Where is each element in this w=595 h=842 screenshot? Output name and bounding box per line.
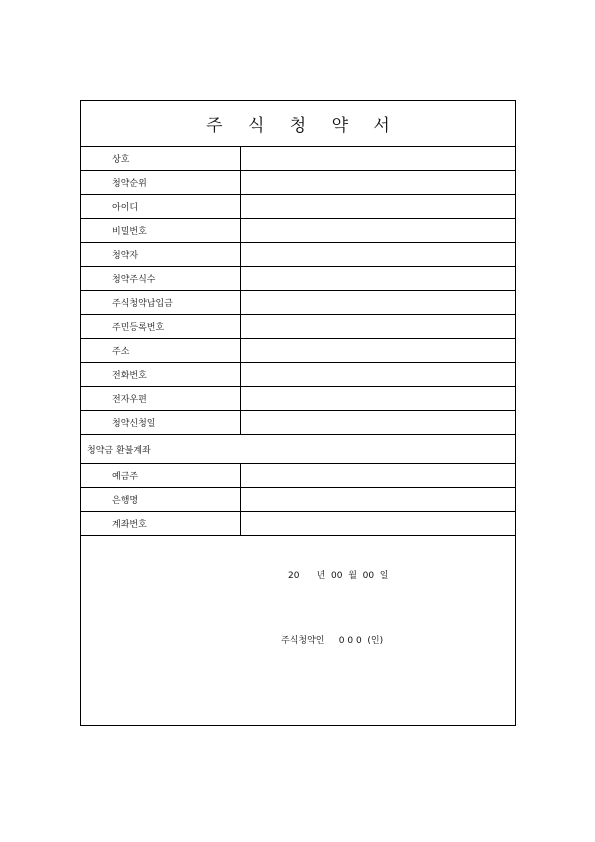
row-value-field[interactable] — [241, 267, 515, 290]
row-value-field[interactable] — [241, 512, 515, 535]
row-value-field[interactable] — [241, 363, 515, 386]
form-row-phone — [81, 363, 515, 387]
row-value-field[interactable] — [241, 291, 515, 314]
date-line: 20 년 00 월 00 일 — [288, 571, 389, 581]
signature-line: 주식청약인 0 0 0 (인) — [281, 636, 384, 646]
row-label: 주민등록번호 — [81, 315, 241, 338]
row-label: 비밀번호 — [81, 219, 241, 242]
row-label: 청약신청일 — [81, 411, 241, 434]
form-row-rank — [81, 171, 515, 195]
form-row-id — [81, 195, 515, 219]
row-label: 은행명 — [81, 488, 241, 511]
row-label: 주소 — [81, 339, 241, 362]
row-value-field[interactable] — [241, 171, 515, 194]
subscription-form — [80, 100, 516, 726]
row-value-field[interactable] — [241, 147, 515, 170]
row-value-field[interactable] — [241, 411, 515, 434]
row-value-field[interactable] — [241, 315, 515, 338]
form-row-email — [81, 387, 515, 411]
form-row-resident-number — [81, 315, 515, 339]
row-value-field[interactable] — [241, 243, 515, 266]
row-label: 예금주 — [81, 464, 241, 487]
form-row-payment — [81, 291, 515, 315]
row-label: 상호 — [81, 147, 241, 170]
row-value-field[interactable] — [241, 219, 515, 242]
row-label: 주식청약납입금 — [81, 291, 241, 314]
row-value-field[interactable] — [241, 488, 515, 511]
form-row-share-count — [81, 267, 515, 291]
form-row-company — [81, 147, 515, 171]
row-value-field[interactable] — [241, 387, 515, 410]
form-row-account-holder — [81, 464, 515, 488]
row-label: 청약주식수 — [81, 267, 241, 290]
form-row-applicant — [81, 243, 515, 267]
row-value-field[interactable] — [241, 339, 515, 362]
form-row-bank-name — [81, 488, 515, 512]
form-row-address — [81, 339, 515, 363]
row-label: 전자우편 — [81, 387, 241, 410]
row-label: 계좌번호 — [81, 512, 241, 535]
row-value-field[interactable] — [241, 464, 515, 487]
refund-section-heading: 청약금 환불계좌 — [81, 435, 515, 464]
row-label: 전화번호 — [81, 363, 241, 386]
form-row-apply-date — [81, 411, 515, 435]
row-value-field[interactable] — [241, 195, 515, 218]
form-title: 주 식 청 약 서 — [81, 101, 515, 147]
form-row-account-number — [81, 512, 515, 536]
row-label: 청약순위 — [81, 171, 241, 194]
row-label: 아이디 — [81, 195, 241, 218]
form-row-password — [81, 219, 515, 243]
form-footer — [81, 536, 515, 724]
row-label: 청약자 — [81, 243, 241, 266]
